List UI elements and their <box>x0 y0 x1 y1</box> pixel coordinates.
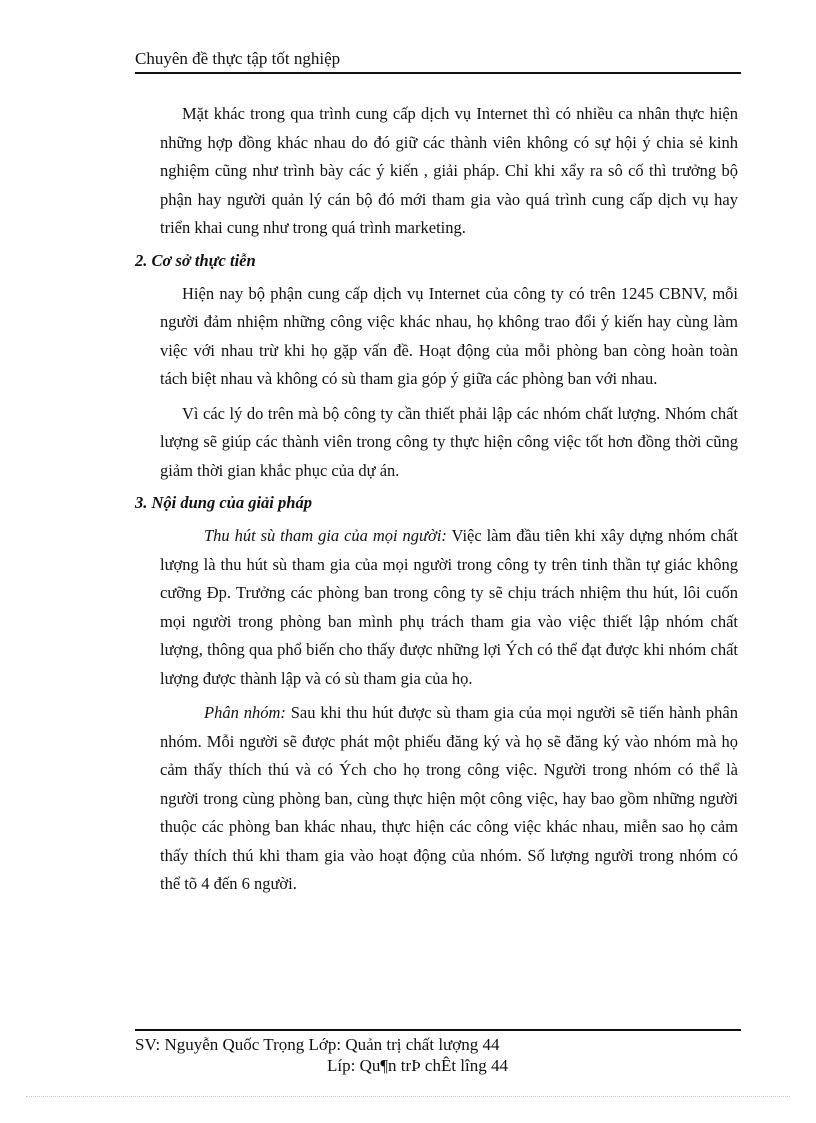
page-bottom-dotted-line <box>26 1096 790 1097</box>
section-heading-2: 2. Cơ sở thực tiễn <box>135 250 256 270</box>
paragraph-lead-attract: Thu hút sù tham gia của mọi người: <box>204 526 447 545</box>
paragraph-text-grouping: Sau khi thu hút được sù tham gia của mọi người sẽ tiến hành phân nhóm. Mỗi người sẽ được phát một phiếu đăng ký và họ sẽ đăng ký vào nhóm mà họ cảm thấy thích thú và có Ých cho họ trong công việc. Người trong nhóm có thể là người trong cùng phòng ban, cùng thực hiện một công việc, hay bao gồm những người thuộc các phòng ban khác nhau, thực hiện các công việc khác nhau, miễn sao họ cảm thấy thích thú khi tham gia vào hoạt động của nhóm. Số lượng người trong nhóm có thể tõ 4 đến 6 người. <box>160 703 738 893</box>
paragraph-intro: Mặt khác trong qua trình cung cấp dịch vụ Internet thì có nhiều ca nhân thực hiện những hợp đồng khác nhau do đó giữ các thành viên không có sự hội ý chia sẻ kinh nghiệm cũng như trình bày các ý kiến , giải pháp. Chỉ khi xẩy ra sô cố thì trưởng bộ phận hay người quản lý cán bộ đó mới tham gia vào quá trình cung cấp dịch vụ hay triển khai cung như trong quá trình marketing. <box>160 104 738 237</box>
paragraph-current-situation: Hiện nay bộ phận cung cấp dịch vụ Internet của công ty có trên 1245 CBNV, mỗi người đảm nhiệm những công việc khác nhau, họ không trao đổi ý kiến hay cùng làm việc với nhau trừ khi họ gặp vấn đề. Hoạt động của mỗi phòng ban còng hoàn toàn tách biệt nhau và không có sù tham gia góp ý giữa các phòng ban với nhau. <box>160 283 738 388</box>
paragraph-text-attract: Việc làm đầu tiên khi xây dựng nhóm chất lượng là thu hút sù tham gia của mọi người trong công ty trên tinh thần tự giác không cưỡng Đp. Trưởng các phòng ban trong công ty sẽ chịu trách nhiệm thu hút, lôi cuốn mọi người trong phòng ban mình phụ trách tham gia vào việc thiết lập nhóm chất lượng, thông qua phổ biến cho thấy được những lợi Ých có thể đạt được khi nhóm chất lượng được thành lập và có sù tham gia của họ. <box>160 526 738 688</box>
page-header <box>135 48 741 74</box>
page-body <box>135 100 738 899</box>
header-title: Chuyên đề thực tập tốt nghiệp <box>135 49 341 68</box>
paragraph-attract-participation <box>160 522 738 693</box>
section-heading-3: 3. Nội dung của giải pháp <box>135 493 312 512</box>
footer-divider <box>135 1029 741 1031</box>
footer-class-line: Líp: Qu¶n trÞ chÊt lîng 44 <box>327 1056 508 1075</box>
paragraph-reasons: Vì các lý do trên mà bộ công ty cần thiết phải lập các nhóm chất lượng. Nhóm chất lượng sẽ giúp các thành viên trong công ty thực hiện công việc tốt hơn đồng thời cũng giảm thời gian khắc phục của dự án. <box>160 403 738 480</box>
paragraph-grouping <box>160 699 738 899</box>
paragraph-lead-grouping: Phân nhóm: <box>204 703 286 722</box>
footer-student-line: SV: Nguyễn Quốc Trọng Lớp: Quản trị chất lượng 44 <box>135 1035 500 1054</box>
